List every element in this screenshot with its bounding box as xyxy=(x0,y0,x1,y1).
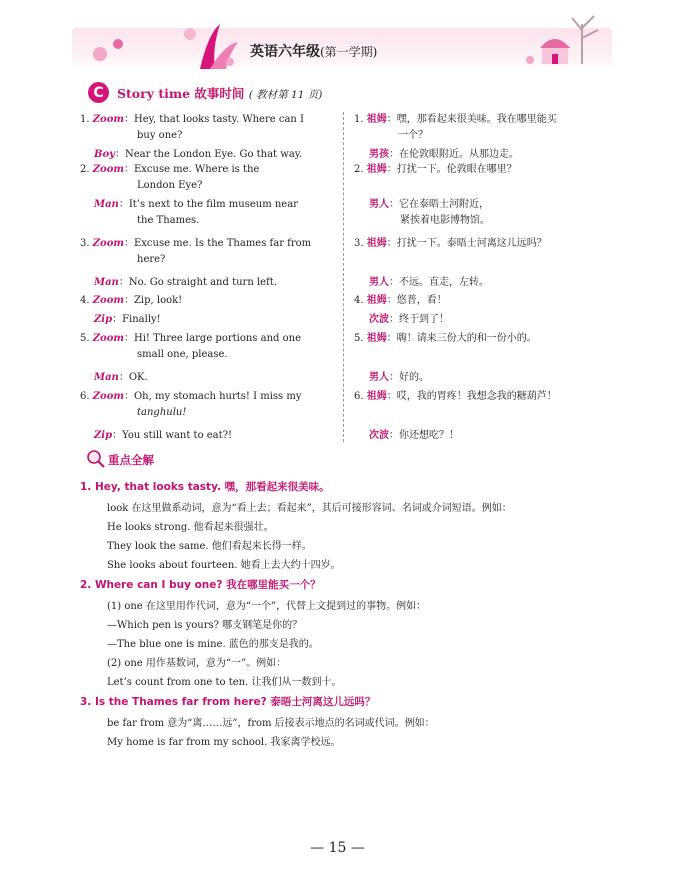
dialogue-text: 嘿，那看起来很美味。我在哪里能买 xyxy=(396,114,557,125)
speaker-colon: ： xyxy=(118,372,129,383)
house-decoration-icon xyxy=(510,10,610,72)
speaker-colon: ： xyxy=(389,277,399,288)
speaker-name: 祖姆 xyxy=(366,333,387,344)
dialogue-text: Hi! Three large portions and one xyxy=(133,333,301,344)
key-point-line: My home is far from my school. 我家离学校远。 xyxy=(107,737,341,748)
key-point-line: be far from 意为“离……远”，from 后接表示地点的名词或代词。例如： xyxy=(107,718,435,729)
speaker-name: Zoom xyxy=(92,164,124,175)
dialogue-continuation: 紧挨着电影博物馆。 xyxy=(400,214,490,226)
story-line-cn xyxy=(369,275,489,291)
key-point-heading: 1. Hey, that looks tasty. 嘿，那看起来很美味。 xyxy=(80,481,330,493)
speaker-colon: ： xyxy=(389,372,399,383)
dialogue-text: Excuse me. Is the Thames far from xyxy=(133,238,312,249)
speaker-colon: ： xyxy=(389,314,399,325)
speaker-name: 男孩 xyxy=(369,149,389,160)
dialogue-text: Excuse me. Where is the xyxy=(133,164,260,175)
speaker-name: Man xyxy=(94,277,119,288)
key-point-heading: 2. Where can I buy one? 我在哪里能买一个？ xyxy=(80,579,321,591)
speaker-name: 祖姆 xyxy=(366,295,387,306)
dialogue-continuation: buy one? xyxy=(137,129,183,141)
dialogue-text: OK. xyxy=(128,372,148,383)
dialogue-text: It’s next to the film museum near xyxy=(128,199,298,210)
dialogue-text: No. Go straight and turn left. xyxy=(128,277,277,288)
speaker-colon: ： xyxy=(389,430,399,441)
line-number: 4. xyxy=(354,295,367,306)
story-line-cn xyxy=(354,331,537,347)
key-point-line: —The blue one is mine. 蓝色的那支是我的。 xyxy=(107,639,319,650)
section-title-text: Story time 故事时间 xyxy=(117,86,245,101)
line-number: 3. xyxy=(80,238,93,249)
speaker-colon: ： xyxy=(389,149,399,160)
speaker-name: 祖姆 xyxy=(366,114,387,125)
speaker-name: Zoom xyxy=(92,114,124,125)
key-point-line: She looks about fourteen. 她看上去大约十四岁。 xyxy=(107,560,341,571)
speaker-colon: ： xyxy=(114,149,125,160)
line-number: 5. xyxy=(354,333,367,344)
book-subtitle: (第一学期) xyxy=(320,45,378,59)
dialogue-continuation: 一个？ xyxy=(398,129,428,141)
story-line-en xyxy=(80,331,301,347)
story-line-cn xyxy=(354,112,557,128)
speaker-name: Zoom xyxy=(92,238,124,249)
section-source: ( 教材第 11 页) xyxy=(248,89,323,101)
key-point-line: look 在这里做系动词，意为“看上去；看起来”，其后可接形容词、名词或介词短语。例如： xyxy=(107,503,512,514)
key-point-line: —Which pen is yours? 哪支钢笔是你的？ xyxy=(107,620,303,631)
section-title xyxy=(117,84,322,102)
line-number: 2. xyxy=(80,164,93,175)
speaker-colon: ： xyxy=(123,238,134,249)
speaker-name: 男人 xyxy=(369,372,389,383)
dialogue-text: You still want to eat?! xyxy=(122,430,233,441)
dialogue-text: 打扰一下。伦敦眼在哪里？ xyxy=(396,164,517,175)
dialogue-text: Hey, that looks tasty. Where can I xyxy=(133,114,304,125)
dialogue-text: 终于到了！ xyxy=(399,314,449,325)
line-number: 1. xyxy=(80,114,93,125)
speaker-colon: ： xyxy=(123,164,134,175)
line-number: 6. xyxy=(80,391,93,402)
line-number: 1. xyxy=(354,114,367,125)
story-line-cn xyxy=(354,162,517,178)
speaker-colon: ： xyxy=(386,333,397,344)
story-line-cn xyxy=(369,197,489,213)
speaker-colon: ： xyxy=(386,238,397,249)
page-header-title xyxy=(250,41,377,61)
dialogue-continuation: small one, please. xyxy=(137,348,228,360)
speaker-name: Zip xyxy=(94,314,113,325)
speaker-name: 祖姆 xyxy=(366,238,387,249)
key-point-line: Let’s count from one to ten. 让我们从一数到十。 xyxy=(107,677,342,688)
dialogue-continuation: the Thames. xyxy=(137,214,200,226)
key-point-heading: 3. Is the Thames far from here? 泰晤士河离这儿远吗？ xyxy=(80,696,376,708)
speaker-name: Zoom xyxy=(92,295,124,306)
speaker-colon: ： xyxy=(112,314,123,325)
line-number: 4. xyxy=(80,295,93,306)
dialogue-text: Oh, my stomach hurts! I miss my xyxy=(133,391,302,402)
story-line-en xyxy=(94,275,277,291)
dialogue-text: Near the London Eye. Go that way. xyxy=(124,149,303,160)
speaker-name: Boy xyxy=(94,149,115,160)
dialogue-text: 嗨！请来三份大的和一份小的。 xyxy=(396,333,537,344)
speaker-name: 祖姆 xyxy=(366,391,387,402)
magnifier-icon xyxy=(86,449,106,469)
dialogue-continuation: tanghulu! xyxy=(137,406,187,418)
flower-decoration-icon xyxy=(80,14,240,72)
story-line-cn xyxy=(354,236,547,252)
dialogue-text: 打扰一下。泰晤士河离这儿远吗？ xyxy=(396,238,547,249)
speaker-name: 次波 xyxy=(369,430,389,441)
speaker-name: 男人 xyxy=(369,199,389,210)
speaker-name: 男人 xyxy=(369,277,389,288)
story-line-en xyxy=(94,147,302,163)
story-line-en xyxy=(80,162,259,178)
dialogue-text: 在伦敦眼附近。从那边走。 xyxy=(399,149,519,160)
dialogue-text: Finally! xyxy=(122,314,161,325)
line-number: 5. xyxy=(80,333,93,344)
speaker-colon: ： xyxy=(123,114,134,125)
section-badge: C xyxy=(88,82,109,103)
speaker-colon: ： xyxy=(118,199,129,210)
story-line-cn xyxy=(354,293,447,309)
dialogue-text: 好的。 xyxy=(399,372,429,383)
speaker-colon: ： xyxy=(389,199,399,210)
story-line-cn xyxy=(369,312,449,328)
dialogue-text: 哎，我的胃疼！我想念我的糖葫芦！ xyxy=(396,391,557,402)
story-line-en xyxy=(94,428,232,444)
speaker-name: Zip xyxy=(94,430,113,441)
speaker-colon: ： xyxy=(118,277,129,288)
story-line-en xyxy=(80,293,182,309)
speaker-colon: ： xyxy=(112,430,123,441)
speaker-name: Zoom xyxy=(92,391,124,402)
speaker-colon: ： xyxy=(123,295,134,306)
story-line-en xyxy=(80,389,302,405)
story-line-en xyxy=(94,312,161,328)
speaker-colon: ： xyxy=(386,295,397,306)
story-line-en xyxy=(80,112,304,128)
story-line-cn xyxy=(369,147,519,163)
speaker-colon: ： xyxy=(123,391,134,402)
key-points-title: 重点全解 xyxy=(108,453,154,467)
key-point-line: He looks strong. 他看起来很强壮。 xyxy=(107,522,274,533)
dialogue-continuation: here? xyxy=(137,253,166,265)
key-point-line: They look the same. 他们看起来长得一样。 xyxy=(107,541,312,552)
speaker-colon: ： xyxy=(386,164,397,175)
book-title: 英语六年级 xyxy=(250,44,320,60)
story-line-en xyxy=(80,236,311,252)
story-line-en xyxy=(94,370,148,386)
story-line-en xyxy=(94,197,298,213)
column-divider xyxy=(343,112,344,442)
line-number: 3. xyxy=(354,238,367,249)
speaker-colon: ： xyxy=(386,114,397,125)
line-number: 2. xyxy=(354,164,367,175)
dialogue-text: 悠普，看！ xyxy=(396,295,447,306)
dialogue-text: 它在泰晤士河附近， xyxy=(399,199,489,210)
story-line-cn xyxy=(369,370,429,386)
key-point-line: (1) one 在这里用作代词，意为“一个”，代替上文提到过的事物。例如： xyxy=(107,601,427,612)
key-point-line: (2) one 用作基数词，意为“一”。例如： xyxy=(107,658,287,669)
line-number: 6. xyxy=(354,391,367,402)
dialogue-text: 不远。直走，左转。 xyxy=(399,277,489,288)
page-number: — 15 — xyxy=(310,840,365,856)
speaker-name: 次波 xyxy=(369,314,389,325)
speaker-colon: ： xyxy=(123,333,134,344)
speaker-name: 祖姆 xyxy=(366,164,387,175)
story-line-cn xyxy=(369,428,459,444)
dialogue-text: 你还想吃？！ xyxy=(399,430,459,441)
story-line-cn xyxy=(354,389,557,405)
dialogue-continuation: London Eye? xyxy=(137,179,203,191)
speaker-name: Man xyxy=(94,199,119,210)
speaker-name: Man xyxy=(94,372,119,383)
dialogue-text: Zip, look! xyxy=(133,295,183,306)
speaker-name: Zoom xyxy=(92,333,124,344)
speaker-colon: ： xyxy=(386,391,397,402)
